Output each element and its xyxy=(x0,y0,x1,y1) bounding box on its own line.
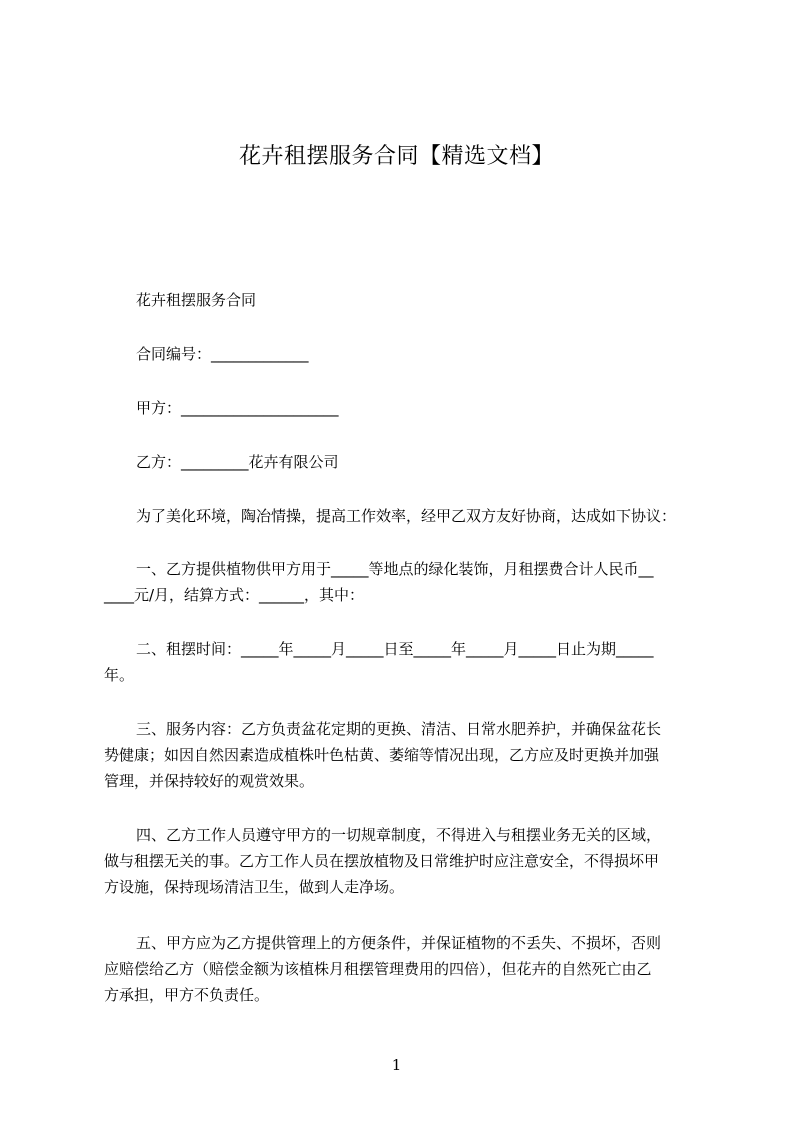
clause-2-line-1: 二、租摆时间：_____年_____月_____日至_____年_____月_____日止为期_____ xyxy=(136,640,654,658)
clause-5-line-1: 五、甲方应为乙方提供管理上的方便条件，并保证植物的不丢失、不损坏，否则 xyxy=(136,934,662,952)
clause-3-line-2: 势健康；如因自然因素造成植株叶色枯黄、萎缩等情况出现，乙方应及时更换并加强 xyxy=(104,746,660,764)
clause-3 xyxy=(104,716,704,794)
party-a-field: 甲方：_____________________ xyxy=(136,399,339,417)
clause-1 xyxy=(104,556,704,608)
clause-1-line-1: 一、乙方提供植物供甲方用于_____等地点的绿化装饰，月租摆费合计人民币__ xyxy=(136,560,654,578)
contract-number-field: 合同编号：_____________ xyxy=(136,345,309,363)
clause-3-line-3: 管理，并保持较好的观赏效果。 xyxy=(104,772,315,790)
party-b-field: 乙方：_________花卉有限公司 xyxy=(136,453,339,471)
clause-5 xyxy=(104,930,704,1008)
clause-5-line-3: 方承担，甲方不负责任。 xyxy=(104,986,270,1004)
clause-4-line-1: 四、乙方工作人员遵守甲方的一切规章制度，不得进入与租摆业务无关的区域， xyxy=(136,826,662,844)
clause-4-line-2: 做与租摆无关的事。乙方工作人员在摆放植物及日常维护时应注意安全，不得损坏甲 xyxy=(104,852,660,870)
clause-2 xyxy=(104,636,704,688)
clause-4-line-3: 方设施，保持现场清洁卫生，做到人走净场。 xyxy=(104,878,405,896)
page-number: 1 xyxy=(391,1056,402,1074)
clause-3-line-1: 三、服务内容：乙方负责盆花定期的更换、清洁、日常水肥养护，并确保盆花长 xyxy=(136,720,662,738)
clause-2-line-2: 年。 xyxy=(104,666,135,684)
document-title: 花卉租摆服务合同【精选文档】 xyxy=(238,144,554,169)
contract-subtitle: 花卉租摆服务合同 xyxy=(136,291,257,309)
clause-1-line-2: ____元/月，结算方式：______，其中： xyxy=(104,586,365,604)
clause-4 xyxy=(104,822,704,900)
intro-paragraph: 为了美化环境，陶冶情操，提高工作效率，经甲乙双方友好协商，达成如下协议： xyxy=(136,507,677,525)
clause-5-line-2: 应赔偿给乙方（赔偿金额为该植株月租摆管理费用的四倍），但花卉的自然死亡由乙 xyxy=(104,960,652,978)
